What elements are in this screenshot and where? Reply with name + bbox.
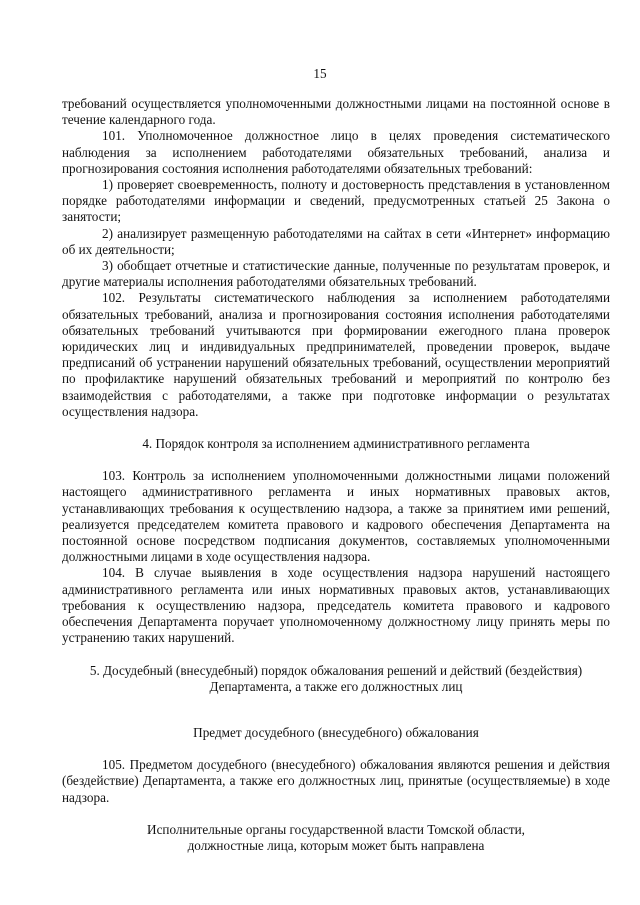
paragraph-104: 104. В случае выявления в ходе осуществления надзора нарушений настоящего административного регламента или иных нормативных правовых актов, устанавливающих требования к осуществлению надзора, председатель комитета правового и кадрового обеспечения Департамента поручает уполномоченному должностному лицу принять меры по устранению таких нарушений. (62, 565, 610, 646)
section-paragraphs-1 (62, 96, 610, 420)
subheading-authorities-line1: Исполнительные органы государственной власти Томской области, (147, 821, 525, 837)
document-body (62, 96, 610, 854)
paragraph-105: 105. Предметом досудебного (внесудебного) обжалования являются решения и действия (бездействие) Департамента, а также его должностных лиц, принятые (осуществляемые) в ходе надзора. (62, 757, 610, 805)
paragraph-101-3: 3) обобщает отчетные и статистические данные, полученные по результатам проверок, и другие материалы исполнения работодателями обязательных требований. (62, 258, 610, 290)
section-heading-5-line2: Департамента, а также его должностных лиц (209, 678, 463, 694)
paragraph-101-2: 2) анализирует размещенную работодателями на сайтах в сети «Интернет» информацию об их деятельности; (62, 225, 610, 257)
page-number: 15 (313, 66, 327, 81)
subheading-appeal-subject: Предмет досудебного (внесудебного) обжалования (193, 724, 479, 740)
paragraph-101: 101. Уполномоченное должностное лицо в целях проведения систематического наблюдения за исполнением работодателями обязательных требований, анализа и прогнозирования состояния исполнения работодателями обязательных требований: (62, 128, 610, 176)
paragraph-102: 102. Результаты систематического наблюдения за исполнением работодателями обязательных требований, анализа и прогнозирования состояния исполнения работодателями обязательных требований учитываются при формировании ежегодного плана проверок юридических лиц и индивидуальных предпринимателей, проведении проверок, выдаче предписаний об устранении нарушений обязательных требований, осуществлении мероприятий по профилактике нарушений обязательных требований и мероприятий по контролю без взаимодействия с работодателями, а также при подготовке информации о результатах осуществления надзора. (62, 290, 610, 419)
section-paragraphs-3 (62, 757, 610, 806)
paragraph-101-1: 1) проверяет своевременность, полноту и достоверность представления в установленном порядке работодателями информации и сведений, предусмотренных статьей 25 Закона о занятости; (62, 177, 610, 225)
section-heading-5-line1: 5. Досудебный (внесудебный) порядок обжалования решений и действий (бездействия) (89, 662, 583, 678)
paragraph: требований осуществляется уполномоченными должностными лицами на постоянной основе в течение календарного года. (62, 96, 610, 128)
paragraph-103: 103. Контроль за исполнением уполномоченными должностными лицами положений настоящего административного регламента и иных нормативных правовых актов, устанавливающих требования к осуществлению надзора, а также за принятием ими решений, реализуется председателем комитета правового и кадрового обеспечения Департамента на постоянной основе посредством подписания документов, составляемых уполномоченными должностными лицами в ходе осуществления надзора. (62, 468, 610, 565)
section-heading-4: 4. Порядок контроля за исполнением административного регламента (142, 436, 530, 452)
section-paragraphs-2 (62, 468, 610, 646)
subheading-authorities-line2: должностные лица, которым может быть направлена (187, 837, 485, 853)
